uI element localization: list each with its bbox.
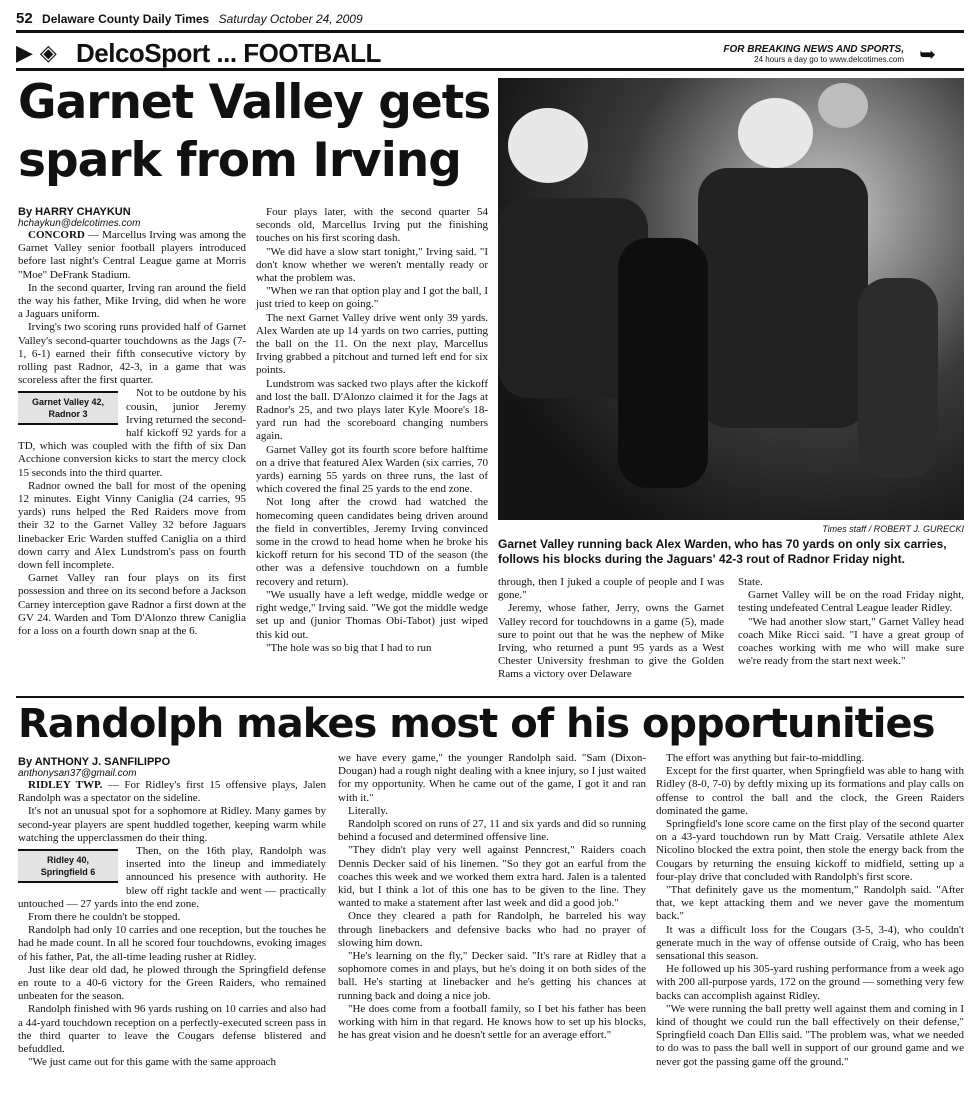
photo-credit: Times staff / ROBERT J. GURECKI xyxy=(822,524,964,534)
paragraph: Once they cleared a path for Randolph, he barreled his way through linebackers and defensive backs who had no prayer of slowing him down. xyxy=(338,910,646,949)
paragraph: "We had another slow start," Garnet Valley head coach Mike Ricci said. "I have a great group of coaches working with me who will make sure we're ready from the start next week." xyxy=(738,615,964,668)
score-line: Springfield 6 xyxy=(40,867,96,878)
helmet-shape xyxy=(738,98,813,168)
story2-headline: Randolph makes most of his opportunities xyxy=(18,701,935,747)
paragraph: He followed up his 305-yard rushing performance from a week ago with 200 all-purpose yards, 172 on the ground — something very few backs can accomplish against Ridley. xyxy=(656,963,964,1002)
section-title: DelcoSport ... FOOTBALL xyxy=(76,38,381,68)
helmet-shape xyxy=(818,83,868,128)
paragraph: It was a difficult loss for the Cougars (3-5, 3-4), who couldn't generate much in the way of offense outside of Craig, who has been sensational this season. xyxy=(656,923,964,963)
story1-col3 xyxy=(498,576,724,682)
paragraph: "That definitely gave us the momentum," Randolph said. "After that, we kept attacking them and we never gave the momentum back." xyxy=(656,884,964,923)
football-icon: ▶ ◈ xyxy=(16,41,57,66)
story1-byline: By HARRY CHAYKUN xyxy=(18,206,131,218)
paragraph: Randolph finished with 96 yards rushing on 10 carries and also had a 44-yard touchdown reception on a perfectly-executed screen pass in the third quarter to leave the Cougars defense blistered and befuddled. xyxy=(18,1003,326,1056)
helmet-shape xyxy=(508,108,588,183)
story2-col3 xyxy=(656,752,964,1069)
paragraph: The effort was anything but fair-to-middling. xyxy=(666,752,865,764)
paragraph: Irving's two scoring runs provided half of Garnet Valley's second-quarter touchdowns as the Jags (7-1, 6-1) earned their fifth consecutive victory by rolling past Radnor, 42-3, in a game that was scoreless after the first quarter. xyxy=(18,321,246,387)
web-arrow-icon: ➥ xyxy=(919,42,936,66)
player-shape xyxy=(698,168,868,428)
paragraph: "We were running the ball pretty well against them and coming in I kind of thought we could run the ball effectively on their defense," Springfield coach Dan Ellis said. "The problem was, what we needed to do was to pass the ball well in support of our ground game and we never got the passing game off the ground." xyxy=(656,1002,964,1068)
paragraph: Except for the first quarter, when Springfield was able to hang with Ridley (8-0, 7-0) by deftly mixing up its formations and play calls on offense to control the ball and the clock, the Green Raiders dominated the game. xyxy=(656,765,964,817)
paragraph: Radnor owned the ball for most of the opening 12 minutes. Eight Vinny Caniglia (24 carries, 95 yards) runs helped the Red Raiders move from their 32 to the Garnet Valley 32 before Jaguars linebacker Eric Warden stuffed Caniglia on a third down carry and Alex Lundstrom's pass on fourth down fell incomplete. xyxy=(18,479,246,572)
score-line: Ridley 40, xyxy=(46,855,90,866)
dateline: CONCORD xyxy=(28,229,85,241)
story1-col1 xyxy=(18,206,246,638)
paper-name: Delaware County Daily Times xyxy=(42,12,210,26)
paragraph: Literally. xyxy=(348,804,388,817)
folio xyxy=(16,10,363,27)
paragraph: "We did have a slow start tonight," Irving said. "I don't know whether we weren't mentally ready or what the problem was. xyxy=(256,245,488,285)
paragraph: "We usually have a left wedge, middle wedge or right wedge," Irving said. "We got the middle wedge set up and (junior Thomas Obi-Tabot) just wiped this kid out. xyxy=(256,588,488,641)
promo-line2: 24 hours a day go to www.delcotimes.com xyxy=(754,55,904,64)
paragraph: The next Garnet Valley drive went only 39 yards. Alex Warden ate up 14 yards on two carries, putting the ball on the 11. On the next play, Marcellus Irving grabbed a pitchout and turned left end for six points. xyxy=(256,311,488,377)
paragraph: Four plays later, with the second quarter 54 seconds old, Marcellus Irving put the finishing touches on his first scoring dash. xyxy=(256,206,488,245)
score-line: Garnet Valley 42, xyxy=(31,397,105,408)
paragraph: Then, on the 16th play, Randolph was inserted into the lineup and immediately announced his presence with authority. He blew off right tackle and went — practically untouched — 27 yards into the end zone. xyxy=(18,845,326,910)
story1-col4 xyxy=(738,576,964,668)
top-rule xyxy=(16,30,964,33)
paragraph: Garnet Valley got its fourth score before halftime on a drive that featured Alex Warden (six carries, 70 yards) earning 55 yards on three runs, the last of which covered the final 25 yards to the end zone. xyxy=(256,443,488,496)
paragraph: State. xyxy=(738,576,763,588)
football-photo xyxy=(498,78,964,520)
paragraph: From there he couldn't be stopped. xyxy=(28,911,181,924)
score-box xyxy=(18,391,118,425)
player-shape xyxy=(858,278,938,478)
paragraph: "When we ran that option play and I got the ball, I just tried to keep on going." xyxy=(256,285,488,311)
page-number: 52 xyxy=(16,10,33,27)
paragraph: "We just came out for this game with the same approach xyxy=(28,1056,276,1069)
score-line: Radnor 3 xyxy=(48,409,88,420)
story-divider xyxy=(16,696,964,698)
paragraph: through, then I juked a couple of people and I was gone." xyxy=(498,576,724,602)
section-bar xyxy=(16,38,964,71)
paragraph: "He does come from a football family, so I bet his father has been working with him in that regard. He knows how to set up his blocks, he has great vision and he doesn't settle for an average effort." xyxy=(338,1002,646,1042)
paragraph: Jeremy, whose father, Jerry, owns the Garnet Valley record for touchdowns in a game (5), made sure to point out that he was the nephew of Mike Irving, who returned a punt 95 yards as a West Chester University freshman to give the Golden Rams a victory over Delaware xyxy=(498,602,724,681)
paragraph: "He's learning on the fly," Decker said. "It's rare at Ridley that a sophomore comes in and plays, but he's doing it on both sides of the ball. He's starting at linebacker and he's getting his chances at running back and doing a nice job. xyxy=(338,950,646,1002)
promo xyxy=(723,44,904,64)
paragraph: Not long after the crowd had watched the homecoming queen candidates being driven around the field in convertibles, Jeremy Irving convinced some in the crowd to head home when he broke his kickoff return for his second TD of the season (the other was a defensive touchdown on a fumble recovery and return). xyxy=(256,496,488,588)
story2-col2 xyxy=(338,752,646,1042)
story2-col1 xyxy=(18,756,326,1069)
story1-headline: Garnet Valley gets spark from Irving xyxy=(18,75,491,188)
story2-byline: By ANTHONY J. SANFILIPPO xyxy=(18,756,171,768)
paragraph: Lundstrom was sacked two plays after the kickoff and lost the ball. D'Alonzo claimed it for the Jags at Radnor's 25, and two plays later Kyle Moore's 18-yard run had the scoreboard changing numbers again. xyxy=(256,377,488,443)
player-shape xyxy=(618,238,708,488)
dateline: RIDLEY TWP. xyxy=(28,779,103,791)
paragraph: Garnet Valley ran four plays on its first possession and three on its second before a Jackson Carney interception gave Radnor a first down at the GV 24. Warden and Tom D'Alonzo threw Caniglia for a loss on a fourth down snap at the 6. xyxy=(18,572,246,638)
paragraph: Randolph scored on runs of 27, 11 and six yards and did so running behind a focused and determined offensive line. xyxy=(338,818,646,844)
paragraph: "The hole was so big that I had to run xyxy=(266,641,432,654)
paragraph: In the second quarter, Irving ran around the field the way his father, Mike Irving, did when he wore a Jaguars uniform. xyxy=(18,281,246,321)
paragraph: we have every game," the younger Randolph said. "Sam (Dixon-Dougan) had a rough night dealing with a knee injury, so I just waited for my opportunity. When he came out of the game, I got it and ran with it." xyxy=(338,752,646,804)
photo-caption: Garnet Valley running back Alex Warden, who has 70 yards on only six carries, follows his blocks during the Jaguars' 42-3 rout of Radnor Friday night. xyxy=(498,537,947,566)
paragraph: Just like dear old dad, he plowed through the Springfield defense en route to a 40-6 victory for the Green Raiders, who remained unbeaten for the season. xyxy=(18,963,326,1003)
paragraph: Randolph had only 10 carries and one reception, but the touches he had he made count. In all he scored four touchdowns, evoking images of his father, Pat, the all-time leading rusher at Ridley. xyxy=(18,924,326,963)
paragraph: "They didn't play very well against Penncrest," Raiders coach Dennis Decker said of his linemen. "So they got an earful from the coaches this week and we worked them extra hard. Jalen is a talented kid, but I think a lot of this one has to be given to the line. They wanted to make a statement after last week and did a good job." xyxy=(338,844,646,910)
paragraph: Springfield's lone score came on the first play of the second quarter on a 43-yard touchdown run by Matt Craig. Versatile athlete Alex Nicolino blocked the extra point, then stole the energy back from the Cougars by returning the ensuing kickoff to midfield, setting up a four-play drive that concluded with Randolph's first score. xyxy=(656,818,964,883)
story1-email: hchaykun@delcotimes.com xyxy=(18,218,141,229)
paragraph: It's not an unusual spot for a sophomore at Ridley. Many games by second-year players are spent huddled together, keeping warm while watching the upperclassmen do their thing. xyxy=(18,805,326,844)
story2-email: anthonysan37@gmail.com xyxy=(18,768,137,779)
issue-date: Saturday October 24, 2009 xyxy=(218,12,363,26)
story1-col2 xyxy=(256,206,488,655)
promo-line1: FOR BREAKING NEWS AND SPORTS, xyxy=(723,44,904,55)
score-box xyxy=(18,849,118,883)
paragraph: Garnet Valley will be on the road Friday night, testing undefeated Central League leader Ridley. xyxy=(738,589,964,615)
paragraph: RIDLEY TWP. — For Ridley's first 15 offensive plays, Jalen Randolph was a spectator on the sideline. xyxy=(18,779,326,805)
paragraph: CONCORD — Marcellus Irving was among the Garnet Valley senior football players introduced before last night's Central League game at Morris "Moe" DeFrank Stadium. xyxy=(18,229,246,281)
paragraph: Not to be outdone by his cousin, junior Jeremy Irving returned the second-half kickoff 92 yards for a TD, which was coupled with the fifth of six Dan Acchione conversion kicks to start the mercy clock 15 seconds into the third quarter. xyxy=(18,387,246,479)
